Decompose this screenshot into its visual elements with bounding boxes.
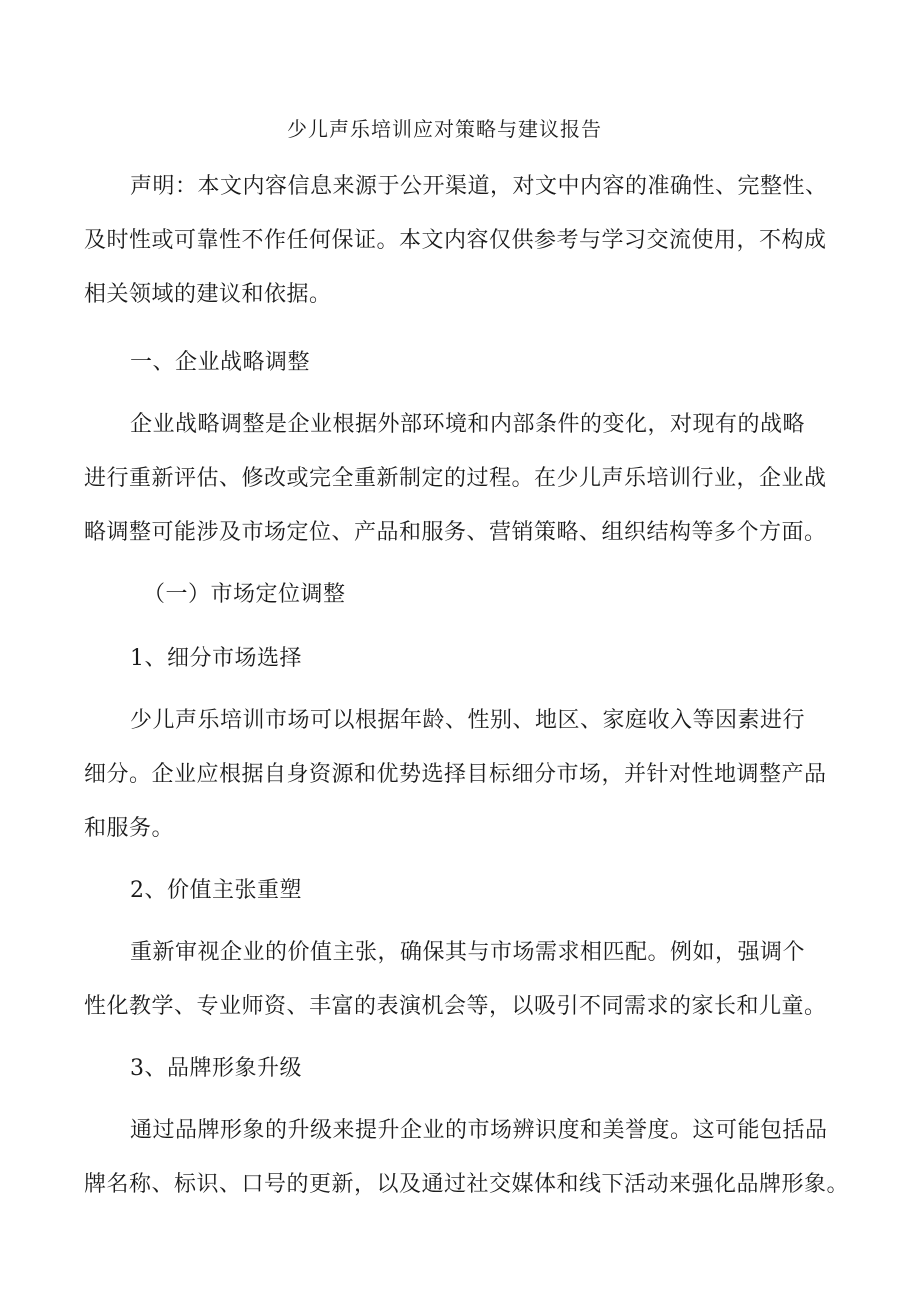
- paragraph-line: 进行重新评估、修改或完全重新制定的过程。在少儿声乐培训行业，企业战: [84, 466, 827, 491]
- paragraph-line: 略调整可能涉及市场定位、产品和服务、营销策略、组织结构等多个方面。: [84, 520, 827, 545]
- item-heading: 2、价值主张重塑: [130, 878, 302, 903]
- subsection-heading: （一）市场定位调整: [143, 582, 346, 607]
- paragraph-line: 性化教学、专业师资、丰富的表演机会等，以吸引不同需求的家长和儿童。: [84, 994, 827, 1019]
- paragraph-line: 企业战略调整是企业根据外部环境和内部条件的变化，对现有的战略: [130, 412, 806, 437]
- paragraph-line: 重新审视企业的价值主张，确保其与市场需求相匹配。例如，强调个: [130, 940, 806, 965]
- disclaimer-line: 声明：本文内容信息来源于公开渠道，对文中内容的准确性、完整性、: [130, 174, 828, 199]
- paragraph-line: 牌名称、标识、口号的更新，以及通过社交媒体和线下活动来强化品牌形象。: [84, 1172, 850, 1197]
- item-heading: 3、品牌形象升级: [130, 1056, 302, 1081]
- paragraph-line: 和服务。: [84, 816, 175, 841]
- paragraph-line: 细分。企业应根据自身资源和优势选择目标细分市场，并针对性地调整产品: [84, 762, 827, 787]
- document-title: 少儿声乐培训应对策略与建议报告: [287, 117, 602, 141]
- disclaimer-line: 相关领域的建议和依据。: [84, 282, 332, 307]
- paragraph-line: 少儿声乐培训市场可以根据年龄、性别、地区、家庭收入等因素进行: [130, 708, 806, 733]
- paragraph-line: 通过品牌形象的升级来提升企业的市场辨识度和美誉度。这可能包括品: [130, 1118, 828, 1143]
- section-heading: 一、企业战略调整: [130, 350, 311, 375]
- item-heading: 1、细分市场选择: [130, 646, 302, 671]
- disclaimer-line: 及时性或可靠性不作任何保证。本文内容仅供参考与学习交流使用，不构成: [84, 228, 827, 253]
